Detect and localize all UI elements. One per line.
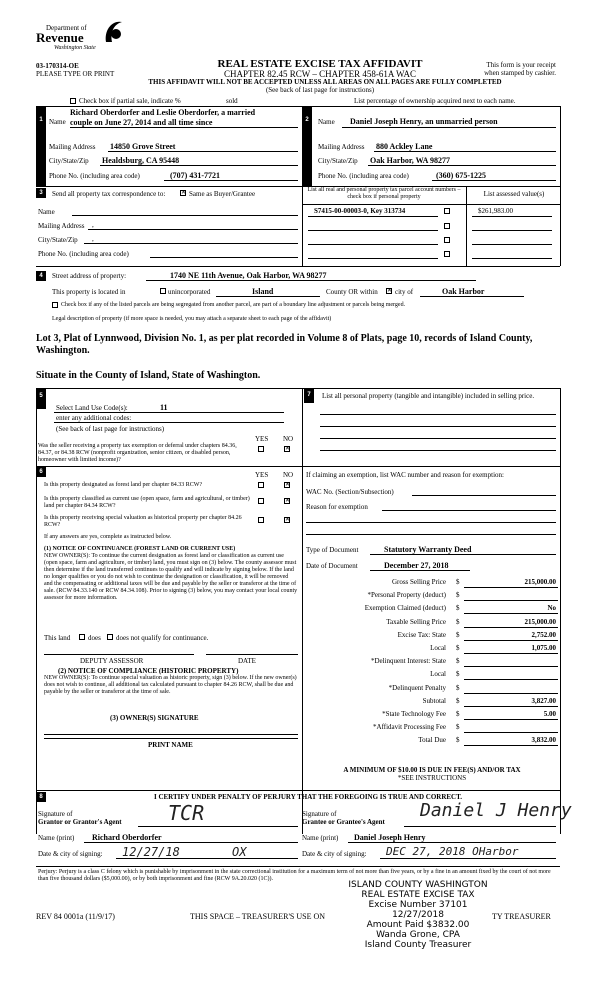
grantor-signature-label-1: Signature of: [38, 810, 73, 818]
tax-row-label: *Personal Property (deduct): [367, 591, 446, 599]
forest-land-question: Is this property designated as forest land per chapter 84.33 RCW?: [44, 482, 203, 488]
stamp-line: REAL ESTATE EXCISE TAX: [361, 890, 475, 900]
receipt-note-2: when stamped by cashier.: [484, 69, 556, 77]
buyer-grantee-side-label: BUYER GRANTEE: [304, 134, 309, 176]
revenue-label: Revenue: [36, 30, 84, 45]
stamp-line: Island County Treasurer: [364, 940, 472, 950]
buyer-city[interactable]: Oak Harbor, WA 98277: [370, 156, 451, 165]
section-1-number: 1: [36, 107, 46, 186]
s3-name-label: Name: [38, 208, 55, 216]
see-back-note: (See back of last page for instructions): [265, 86, 375, 94]
stamp-line: Excise Number 37101: [368, 900, 468, 910]
partial-sale-checkbox[interactable]: [70, 98, 76, 104]
seller-name-line2[interactable]: couple on June 27, 2014 and all time since: [70, 118, 213, 127]
unincorporated-checkbox[interactable]: [160, 288, 166, 294]
doc-date[interactable]: December 27, 2018: [384, 561, 449, 570]
parcel-number[interactable]: S7415-00-00003-0, Key 313734: [314, 207, 406, 215]
grantee-signing-date[interactable]: DEC 27, 2018 OHarbor: [386, 845, 519, 858]
grantee-name[interactable]: Daniel Joseph Henry: [354, 833, 426, 842]
grantor-date-city-label: Date & city of signing:: [38, 850, 103, 858]
city-of-checkbox[interactable]: ✕: [387, 288, 393, 294]
seller-city-label: City/State/Zip: [49, 157, 89, 165]
doc-type[interactable]: Statutory Warranty Deed: [384, 545, 472, 554]
current-use-no-checkbox[interactable]: ✕: [285, 498, 291, 504]
city-value[interactable]: Oak Harbor: [442, 287, 485, 296]
seller-mailing[interactable]: 14850 Grove Street: [110, 142, 176, 151]
exemption-no-checkbox[interactable]: ✕: [285, 446, 291, 452]
treasurer-use-right: TY TREASURER: [492, 912, 551, 921]
county-value[interactable]: Island: [252, 287, 274, 296]
land-use-label: Select Land Use Code(s):: [56, 404, 128, 412]
buyer-phone-label: Phone No. (including area code): [318, 172, 409, 180]
parcel-4-personal-checkbox[interactable]: [444, 251, 450, 257]
grantee-signature-label-1: Signature of: [302, 810, 337, 818]
tax-row-value[interactable]: 215,000.00: [524, 578, 556, 586]
tax-row-value[interactable]: 5.00: [543, 710, 556, 718]
additional-codes-label: enter any additional codes:: [56, 414, 132, 422]
county-label: County OR within: [326, 288, 378, 296]
tax-row-label: Exemption Claimed (deduct): [364, 604, 446, 612]
tax-row-underline: [464, 732, 558, 733]
tax-row-dollar: $: [456, 670, 460, 678]
land-use-value[interactable]: 11: [160, 403, 168, 412]
tax-row-underline: [464, 587, 558, 588]
s3-phone-label: Phone No. (including area code): [38, 250, 129, 258]
grantee-signature-label-2: Grantee or Grantee's Agent: [302, 818, 385, 826]
stamp-line: Wanda Grone, CPA: [376, 930, 460, 940]
send-correspondence-label: Send all property tax correspondence to:: [52, 190, 166, 198]
segregated-label: Check box if any of the listed parcels are being segregated from another parcel, are part of a boundary line adjustment or parcels being merged.: [61, 302, 406, 308]
tax-row-dollar: $: [456, 631, 460, 639]
buyer-phone[interactable]: (360) 675-1225: [436, 171, 486, 180]
tax-row-label: Gross Selling Price: [391, 578, 446, 586]
tax-row-dollar: $: [456, 684, 460, 692]
forest-land-yes-checkbox[interactable]: [258, 482, 264, 488]
section-6-number: 6: [36, 467, 46, 477]
s3-mailing-value[interactable]: ,: [92, 221, 94, 229]
doc-date-label: Date of Document: [306, 562, 358, 570]
buyer-name[interactable]: Daniel Joseph Henry, an unmarried person: [350, 117, 498, 126]
current-use-yes-checkbox[interactable]: [258, 498, 264, 504]
tax-row-value[interactable]: 3,832.00: [531, 736, 556, 744]
reason-label: Reason for exemption: [306, 503, 368, 511]
buyer-city-label: City/State/Zip: [318, 157, 358, 165]
tax-row-label: *Affidavit Processing Fee: [373, 723, 446, 731]
form-warning: THIS AFFIDAVIT WILL NOT BE ACCEPTED UNLESS ALL AREAS ON ALL PAGES ARE FULLY COMPLETED: [148, 78, 502, 86]
tax-row-dollar: $: [456, 723, 460, 731]
same-as-buyer-label: Same as Buyer/Grantee: [189, 190, 256, 198]
tax-row-label: Taxable Selling Price: [386, 618, 446, 626]
city-of-label: city of: [395, 288, 414, 296]
section-5-number: 5: [36, 389, 46, 409]
doc-type-label: Type of Document: [306, 546, 359, 554]
seller-grantor-side-label: SELLER GRANTOR: [38, 132, 43, 176]
s6-yes-label: YES: [255, 471, 269, 479]
does-not-qualify-checkbox[interactable]: [107, 634, 113, 640]
s5-yes-label: YES: [255, 435, 269, 443]
s3-city-value[interactable]: ,: [92, 235, 94, 243]
tax-row-underline: [464, 653, 558, 654]
certify-statement: I CERTIFY UNDER PENALTY OF PERJURY THAT THE FOREGOING IS TRUE AND CORRECT.: [153, 793, 462, 801]
stamp-line: Amount Paid $3832.00: [366, 920, 470, 930]
tax-row-label: Local: [430, 670, 446, 678]
seller-name-label: Name: [49, 118, 66, 126]
section-8-number: 8: [36, 792, 46, 802]
tax-row-underline: [464, 627, 558, 628]
stamp-line: ISLAND COUNTY WASHINGTON: [348, 880, 488, 890]
tax-row-label: *Delinquent Penalty: [388, 684, 446, 692]
parcel-header: List all real and personal property tax parcel account numbers – check box if personal property: [307, 187, 461, 200]
located-in-label: This property is located in: [52, 288, 126, 296]
grantee-signature[interactable]: Daniel J Henry: [420, 800, 572, 821]
grantor-signature[interactable]: TCR: [168, 801, 205, 825]
minimum-fee-note: A MINIMUM OF $10.00 IS DUE IN FEE(S) AND/OR TAX: [343, 766, 521, 774]
notice-continuance-text: NEW OWNER(S): To continue the current designation as forest land or classification as current use (open space, farm and agriculture, or timber) land, you must sign on (3) below. The county assessor must then determine if the land transferred continues to qualify and will indicate by signing below. If the land no longer qualifies or you do not wish to continue the designation or classification, it will be removed and the compensating or additional taxes will be due and payable by the seller or transferor at the time of sale. (RCW 84.33.140 or RCW 84.34.108). Prior to signing (3) below, you may contact your local county assessor for more information.: [44, 553, 298, 601]
assessed-value[interactable]: $261,983.00: [478, 207, 513, 215]
wac-label: WAC No. (Section/Subsection): [306, 488, 394, 496]
grantee-name-label: Name (print): [302, 834, 339, 842]
tax-row-label: Total Due: [418, 736, 446, 744]
owner-signature-label: (3) OWNER(S) SIGNATURE: [110, 714, 199, 722]
washington-state-label: Washington State: [54, 45, 96, 51]
form-id: 03-170314-OE: [36, 62, 79, 70]
list-percentage-label: List percentage of ownership acquired next to each name.: [354, 97, 516, 105]
see-instructions-note: *SEE INSTRUCTIONS: [397, 774, 467, 782]
buyer-mailing[interactable]: 880 Ackley Lane: [376, 142, 433, 151]
tax-row-underline: [464, 693, 558, 694]
does-not-label: does not qualify for continuance.: [116, 634, 209, 642]
perjury-note: Perjury: Perjury is a class C felony which is punishable by imprisonment in the state correctional institution for a maximum term of not more than five years, or by a fine in an amount fixed by the court of not more than five thousand dollars ($5,000.00), or by both imprisonment and fine (RCW 9A.20.020 (1C)).: [38, 869, 551, 882]
buyer-mailing-label: Mailing Address: [318, 143, 365, 151]
notice-continuance-title: (1) NOTICE OF CONTINUANCE (FOREST LAND OR CURRENT USE): [44, 546, 236, 552]
tax-row-underline: [464, 600, 558, 601]
form-title: REAL ESTATE EXCISE TAX AFFIDAVIT: [217, 58, 423, 70]
does-label: does: [88, 634, 101, 642]
dor-logo: [36, 18, 126, 58]
tax-row-dollar: $: [456, 644, 460, 652]
personal-property-label: List all personal property (tangible and intangible) included in selling price.: [322, 392, 535, 400]
please-type: PLEASE TYPE OR PRINT: [36, 70, 115, 78]
legal-description-label: Legal description of property (if more space is needed, you may attach a separate sheet to each page of the affidavit): [52, 316, 332, 322]
section-4-number: 4: [36, 271, 46, 281]
tax-row-dollar: $: [456, 618, 460, 626]
tax-row-dollar: $: [456, 578, 460, 586]
section-3-number: 3: [36, 188, 46, 198]
notice-compliance-text: NEW OWNER(S): To continue special valuation as historic property, sign (3) below. If the new owner(s) does not wish to continue, all additional tax calculated pursuant to chapter 84.26 RCW, shall be due and payable by the seller or transferor at the time of sale.: [44, 675, 297, 695]
print-name-label: PRINT NAME: [148, 741, 193, 749]
street-address[interactable]: 1740 NE 11th Avenue, Oak Harbor, WA 98277: [170, 271, 327, 280]
receipt-note-1: This form is your receipt: [486, 61, 556, 69]
tax-row-underline: [464, 666, 558, 667]
s6-no-label: NO: [283, 471, 294, 479]
if-yes-note: If any answers are yes, complete as instructed below.: [44, 534, 172, 540]
s5-no-label: NO: [283, 435, 294, 443]
this-land-label: This land: [44, 634, 71, 642]
tax-row-dollar: $: [456, 657, 460, 665]
rev-number: REV 84 0001a (11/9/17): [36, 912, 115, 921]
grantor-name[interactable]: Richard Oberdorfer: [92, 833, 162, 842]
segregated-checkbox[interactable]: [52, 302, 58, 308]
tax-row-value[interactable]: 1,075.00: [531, 644, 556, 652]
parcel-1-personal-checkbox[interactable]: [444, 208, 450, 214]
tax-row-value[interactable]: No: [547, 604, 556, 612]
parcel-2-personal-checkbox[interactable]: [444, 223, 450, 229]
tax-row-value[interactable]: 215,000.00: [524, 618, 556, 626]
tax-row-label: *Delinquent Interest: State: [370, 657, 446, 665]
partial-sold-label: sold: [226, 97, 238, 105]
tax-row-underline: [464, 745, 558, 746]
grantee-date-city-label: Date & city of signing:: [302, 850, 367, 858]
tax-row-value[interactable]: 2,752.00: [531, 631, 556, 639]
deputy-assessor-label: DEPUTY ASSESSOR: [80, 657, 144, 665]
section-7-number: 7: [304, 389, 314, 403]
grantor-signing-city[interactable]: OX: [232, 845, 247, 859]
legal-description[interactable]: Lot 3, Plat of Lynnwood, Division No. 1, as per plat recorded in Volume 8 of Plats, page 10, records of Island County, Washington.: [36, 333, 533, 356]
tax-row-value[interactable]: 3,827.00: [531, 697, 556, 705]
grantor-signature-label-2: Grantor or Grantor's Agent: [38, 818, 122, 826]
assessor-date-label: DATE: [238, 657, 256, 665]
tax-row-dollar: $: [456, 710, 460, 718]
historical-yes-checkbox[interactable]: [258, 517, 264, 523]
s5-see-back: (See back of last page for instructions): [56, 425, 165, 433]
seller-name-line1[interactable]: Richard Oberdorfer and Leslie Oberdorfer, a married: [70, 108, 256, 117]
tax-row-underline: [464, 706, 558, 707]
exemption-yes-checkbox[interactable]: [258, 446, 264, 452]
tax-row-underline: [464, 719, 558, 720]
notice-compliance-title: (2) NOTICE OF COMPLIANCE (HISTORIC PROPERTY): [58, 667, 239, 675]
dept-of-label: Department of: [46, 24, 87, 32]
tax-row-dollar: $: [456, 736, 460, 744]
partial-sale-label: Check box if partial sale, indicate %: [79, 97, 181, 105]
unincorporated-label: unincorporated: [168, 288, 211, 296]
seller-city[interactable]: Healdsburg, CA 95448: [102, 156, 180, 165]
tax-row-dollar: $: [456, 697, 460, 705]
situate-line[interactable]: Situate in the County of Island, State of Washington.: [36, 370, 261, 381]
buyer-name-label: Name: [318, 118, 335, 126]
same-as-buyer-checkbox[interactable]: ✕: [181, 190, 187, 196]
parcel-3-personal-checkbox[interactable]: [444, 237, 450, 243]
tax-row-label: Excise Tax: State: [397, 631, 446, 639]
grantor-signing-date[interactable]: 12/27/18: [122, 845, 180, 859]
stamp-line: 12/27/2018: [392, 910, 444, 920]
seller-phone-label: Phone No. (including area code): [49, 172, 140, 180]
s3-city-label: City/State/Zip: [38, 236, 78, 244]
treasurer-receipt-stamp: [346, 880, 490, 950]
swoosh-logo-icon: [102, 18, 124, 46]
street-address-label: Street address of property:: [52, 272, 127, 280]
tax-row-label: Subtotal: [422, 697, 446, 705]
claim-exemption-label: If claiming an exemption, list WAC number and reason for exemption:: [306, 471, 504, 479]
form-subtitle: CHAPTER 82.45 RCW – CHAPTER 458-61A WAC: [224, 69, 416, 79]
seller-phone[interactable]: (707) 431-7721: [170, 171, 220, 180]
s3-mailing-label: Mailing Address: [38, 222, 85, 230]
tax-row-dollar: $: [456, 604, 460, 612]
historical-question: Is this property receiving special valuation as historical property per chapter 84.26 RCW?: [44, 515, 242, 528]
tax-calculation-table: [306, 578, 560, 758]
tax-row-label: Local: [430, 644, 446, 652]
tax-row-label: *State Technology Fee: [382, 710, 446, 718]
does-qualify-checkbox[interactable]: [79, 634, 85, 640]
seller-mailing-label: Mailing Address: [49, 143, 96, 151]
section-2-number: 2: [302, 107, 312, 186]
current-use-question: Is this property classified as current use (open space, farm and agricultural, or timber) land per chapter 84.34 RCW?: [44, 496, 250, 509]
grantor-name-label: Name (print): [38, 834, 75, 842]
treasurer-use-left: THIS SPACE – TREASURER'S USE ON: [190, 912, 326, 921]
tax-row-underline: [464, 679, 558, 680]
exemption-question: Was the seller receiving a property tax exemption or deferral under chapters 84.36, 84.37, or 84.38 RCW (nonprofit organization, senior citizen, or disabled person, homeowner with limited income)?: [38, 443, 237, 463]
tax-row-underline: [464, 640, 558, 641]
forest-land-no-checkbox[interactable]: ✕: [285, 482, 291, 488]
assessed-header: List assessed value(s): [483, 190, 545, 198]
historical-no-checkbox[interactable]: ✕: [285, 517, 291, 523]
tax-row-dollar: $: [456, 591, 460, 599]
tax-row-underline: [464, 613, 558, 614]
